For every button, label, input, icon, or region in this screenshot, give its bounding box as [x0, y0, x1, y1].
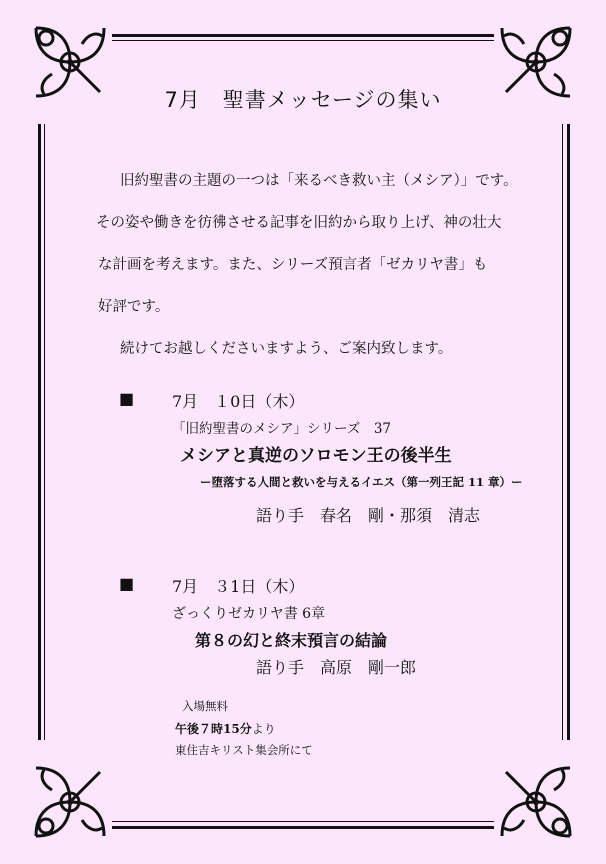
event-2-speaker: 語り手 高原 剛一郎 [256, 658, 417, 677]
frame-bottom-line [112, 826, 494, 829]
intro-line: 好評です。 [98, 299, 170, 315]
corner-ornament-bottom-right [496, 762, 576, 842]
admission-note: 入場無料 [182, 699, 228, 713]
intro-line: 旧約聖書の主題の一つは「来るべき救い主（メシア）」です。 [120, 173, 518, 189]
frame-top-line-inner [112, 40, 494, 41]
time-note-time: 午後７時15分 [175, 722, 252, 736]
venue-note: 東住吉キリスト集会所にて [175, 743, 313, 757]
time-note-suffix: より [251, 722, 276, 736]
event-1-subtitle: ー堕落する人間と救いを与えるイエス（第一列王記 11 章）ー [200, 475, 523, 489]
event-2-bullet: ■ [119, 574, 135, 593]
frame-left-line [38, 124, 41, 740]
corner-ornament-bottom-left [30, 762, 110, 842]
intro-paragraph [98, 160, 558, 370]
page-title: 7月 聖書メッセージの集い [164, 88, 442, 112]
frame-right-line [567, 124, 570, 740]
frame-bottom-line-inner [112, 821, 494, 822]
event-1-bullet: ■ [119, 389, 135, 408]
event-1-title: メシアと真逆のソロモン王の後半生 [180, 446, 452, 466]
event-1-series: 「旧約聖書のメシア」シリーズ 37 [172, 421, 392, 437]
intro-line: 続けてお越しくださいますよう、ご案内致します。 [120, 341, 453, 357]
intro-line: な計画を考えます。また、シリーズ預言者「ゼカリヤ書」も [98, 257, 488, 273]
event-1-speaker: 語り手 春名 剛・那須 清志 [256, 506, 481, 525]
event-2-series: ざっくりゼカリヤ書 6章 [172, 606, 326, 622]
frame-left-line-inner [44, 124, 45, 740]
event-2-title: 第８の幻と終末預言の結論 [195, 631, 388, 650]
frame-right-line-inner [562, 124, 563, 740]
event-1-date: 7月 １0日（木） [172, 392, 305, 411]
frame-top-line [112, 34, 494, 37]
event-2-date: 7月 ３1日（木） [172, 577, 305, 596]
time-note [175, 720, 276, 737]
intro-line: その姿や働きを彷彿させる記事を旧約から取り上げ、神の壮大 [96, 215, 502, 231]
